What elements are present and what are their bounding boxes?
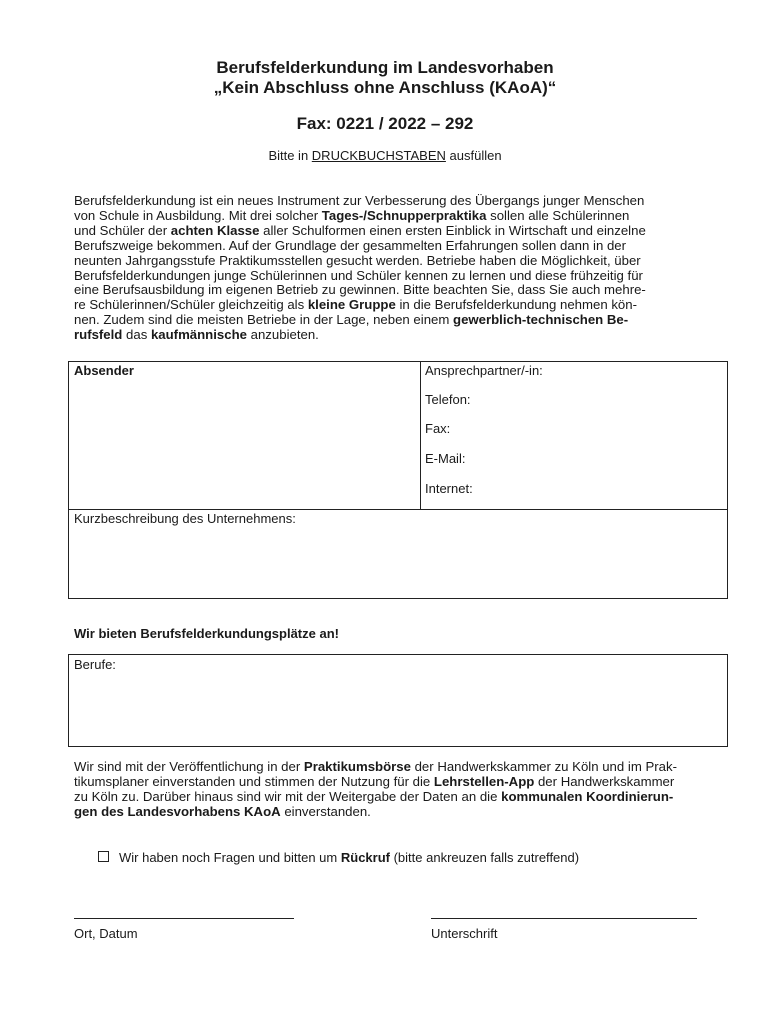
ort-datum-line[interactable] [74,918,294,919]
consent-text: der Handwerkskammer [534,773,675,789]
telefon-field[interactable]: Telefon: [425,392,471,407]
consent-text: tikumsplaner einverstanden und stimmen der Nutzung für die [74,773,434,789]
berufe-field[interactable]: Berufe: [74,657,116,672]
intro-line: Berufsfelderkundungen junge Schülerinnen und Schüler kennen zu lernen und diese frühzeitig für [74,267,643,283]
intro-bold: kaufmännische [150,327,247,343]
absender-field[interactable]: Absender [74,363,134,378]
callback-text-post: (bitte ankreuzen falls zutreffend) [389,850,580,865]
kurzbeschreibung-field[interactable]: Kurzbeschreibung des Unternehmens: [74,511,296,526]
callback-text-pre: Wir haben noch Fragen und bitten um [119,850,341,865]
intro-line: eine Berufsausbildung im eigenen Betrieb zu gewinnen. Bitte beachten Sie, dass Sie auch mehre- [74,282,646,298]
fax-field[interactable]: Fax: [425,421,451,436]
intro-paragraph [74,194,704,343]
berufe-box [68,654,728,747]
consent-bold: kommunalen Koordinierun- [501,788,674,804]
consent-text: zu Köln zu. Darüber hinaus sind wir mit der Weitergabe der Daten an die [74,788,502,804]
sender-divider-vertical [420,362,421,509]
intro-bold: rufsfeld [74,327,123,343]
intro-text: aller Schulformen einen ersten Einblick in Wirtschaft und einzelne [259,222,646,238]
intro-line [74,209,704,224]
unterschrift-label: Unterschrift [431,926,498,941]
callback-text-bold: Rückruf [340,850,390,865]
unterschrift-line[interactable] [431,918,697,919]
consent-text: einverstanden. [280,803,371,819]
intro-text: das [122,327,151,343]
intro-bold: achten Klasse [170,222,260,238]
intro-line: Berufsfelderkundung ist ein neues Instrument zur Verbesserung des Übergangs junger Menschen [74,193,645,208]
consent-text: der Handwerkskammer zu Köln und im Prak- [410,759,677,774]
consent-bold: gen des Landesvorhabens KAoA [74,803,281,819]
intro-line [74,328,704,343]
consent-line [74,760,704,775]
consent-line [74,790,704,805]
consent-bold: Lehrstellen-App [433,773,535,789]
title-line-2: „Kein Abschluss ohne Anschluss (KAoA)“ [213,78,557,97]
fill-hint-post: ausfüllen [445,148,502,163]
intro-text: anzubieten. [246,327,319,343]
sender-divider-horizontal [69,509,727,510]
email-field[interactable]: E-Mail: [425,451,466,466]
consent-line [74,805,704,820]
fill-hint-pre: Bitte in [268,148,312,163]
intro-bold: Tages-/Schnupperpraktika [321,207,487,223]
intro-text: in die Berufsfelderkundung nehmen kön- [395,297,637,313]
consent-line [74,775,704,790]
intro-bold: kleine Gruppe [307,297,396,313]
title-line-1: Berufsfelderkundung im Landesvorhaben [216,58,554,77]
page-title [0,58,770,98]
intro-text: von Schule in Ausbildung. Mit drei solcher [74,207,322,223]
intro-text: sollen alle Schülerinnen [486,207,630,223]
intro-bold: gewerblich-technischen Be- [453,312,629,328]
intro-text: und Schüler der [74,222,171,238]
fax-number: Fax: 0221 / 2022 – 292 [296,114,474,133]
consent-paragraph [74,760,704,820]
intro-line: Berufszweige bekommen. Auf der Grundlage der gesammelten Erfahrungen sollen dann in der [74,237,627,253]
intro-text: nen. Zudem sind die meisten Betriebe in der Lage, neben einem [74,312,454,328]
internet-field[interactable]: Internet: [425,481,473,496]
intro-line [74,224,704,239]
sender-form-box [68,361,728,599]
fill-hint [0,148,770,163]
intro-line [74,298,704,313]
fill-hint-underlined: DRUCKBUCHSTABEN [311,148,446,163]
offer-heading: Wir bieten Berufsfelderkundungsplätze an! [74,626,339,641]
consent-text: Wir sind mit der Veröffentlichung in der [74,759,304,774]
ort-datum-label: Ort, Datum [74,926,138,941]
ansprechpartner-field[interactable]: Ansprechpartner/-in: [425,363,543,378]
consent-bold: Praktikumsbörse [303,759,411,774]
callback-row [98,850,579,865]
intro-text: re Schülerinnen/Schüler gleichzeitig als [74,297,308,313]
intro-line: neunten Jahrgangsstufe Praktikumsstellen gesucht werden. Betriebe haben die Möglichkeit, über [74,252,641,268]
callback-checkbox[interactable] [98,851,109,862]
intro-line [74,313,704,328]
